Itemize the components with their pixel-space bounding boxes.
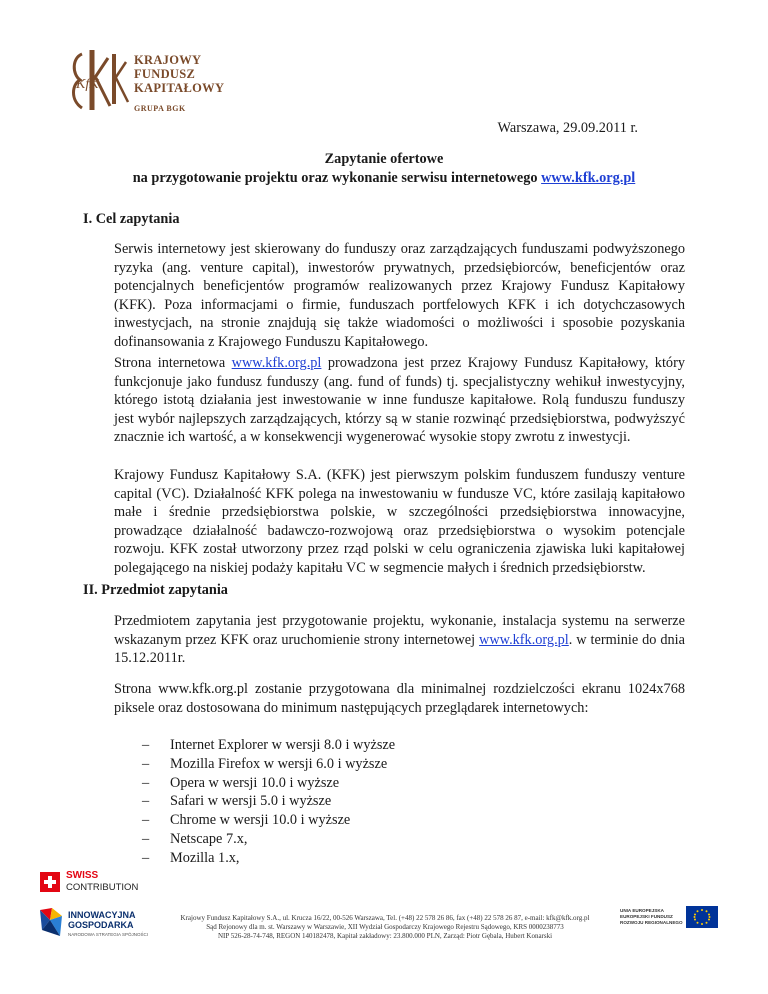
title-line-2 (60, 169, 708, 188)
browser-list (142, 736, 396, 868)
footer-line-1: Krajowy Fundusz Kapitałowy S.A., ul. Krucza 16/22, 00-526 Warszawa, Tel. (+48) 22 578 26 86, fax (+48) 22 578 26 87, e-mail: kfk@kfk.org.pl (180, 914, 590, 922)
swiss-line-1: SWISS (66, 870, 99, 881)
section-2-website-link[interactable]: www.kfk.org.pl (479, 631, 569, 648)
ig-line-3: NARODOWA STRATEGIA SPÓJNOŚCI (68, 932, 149, 937)
eu-flag-icon (686, 906, 718, 928)
eu-logo (620, 906, 720, 936)
section-2-p1-rest: . w terminie do dnia 15.12.2011r. (114, 631, 685, 667)
section-1-website-link[interactable]: www.kfk.org.pl (231, 355, 322, 371)
logo-line-3: KAPITAŁOWY (134, 81, 225, 95)
footer-company-info (165, 914, 605, 941)
section-1-paragraph-3: Krajowy Fundusz Kapitałowy S.A. (KFK) jest pierwszym polskim funduszem funduszy venture capital (VC). Działalność KFK polega na inwestowaniu w fundusze VC, które zasilają kapitałowo małe i średnie przedsiębiorstwa polskie, w szczególności przedsiębiorstwa innowacyjne, prowadzące działalność badawczo-rozwojową oraz przedsiębiorstwa o wysokim potencjale rozwoju. KFK został utworzony przez rząd polski w celu ograniczenia zjawiska luki kapitałowej polegającego na niskiej podaży kapitału VC w segmencie małych i średnich przedsiębiorstw. (114, 467, 685, 576)
section-2-p1-prefix: Przedmiotem zapytania jest przygotowanie projektu, wykonanie, instalacja systemu na serwerze wskazanym przez KFK oraz uruchomienie strony internetowej (114, 613, 685, 648)
footer-line-3: NIP 526-28-74-748, REGON 140182478, Kapitał zakładowy: 23.800.000 PLN, Zarząd: Piotr Gębala, Hubert Konarski (217, 932, 553, 940)
ig-emblem-icon (38, 906, 64, 940)
kfk-logo (68, 44, 228, 118)
eu-text (620, 908, 683, 926)
section-2-paragraph-1 (114, 612, 685, 668)
section-1-paragraph-1: Serwis internetowy jest skierowany do funduszy oraz zarządzających funduszami podwyższonego ryzyka (ang. venture capital), inwestorów prywatnych, przedsiębiorców, beneficjentów oraz potencjalnych beneficjentów programów realizowanych przez Krajowy Fundusz Kapitałowy (KFK). Poza informacjami o firmie, funduszach portfelowych KFK i ich dotychczasowych inwestycjach, na stronie znajdują się także wiadomości o możliwości i sposobie pozyskania dofinansowania z Krajowego Funduszu Kapitałowego. (114, 241, 685, 350)
swiss-line-2: CONTRIBUTION (66, 882, 139, 893)
innowacyjna-gospodarka-logo (38, 906, 168, 946)
ig-line-1: INNOWACYJNA (68, 910, 136, 920)
eu-line-2: EUROPEJSKI FUNDUSZ (620, 914, 673, 919)
title-line-1: Zapytanie ofertowe (324, 151, 444, 167)
title-line-2-text: na przygotowanie projektu oraz wykonanie serwisu internetowego (132, 169, 542, 186)
list-item: – Internet Explorer w wersji 8.0 i wyższe (142, 737, 396, 753)
list-item: – Safari w wersji 5.0 i wyższe (142, 793, 332, 810)
section-1-heading: I. Cel zapytania (83, 211, 180, 227)
logo-line-1: KRAJOWY (134, 53, 202, 67)
title-website-link[interactable]: www.kfk.org.pl (541, 169, 636, 186)
document-date: Warszawa, 29.09.2011 r. (497, 120, 638, 136)
list-item: – Mozilla Firefox w wersji 6.0 i wyższe (142, 755, 388, 772)
list-item: – Netscape 7.x, (142, 830, 248, 847)
document-title (60, 150, 708, 187)
logo-monogram-text: KfK (76, 77, 99, 92)
eu-line-3: ROZWOJU REGIONALNEGO (620, 920, 683, 925)
logo-line-2: FUNDUSZ (134, 67, 196, 81)
logo-group: GRUPA BGK (134, 104, 186, 113)
list-item: – Chrome w wersji 10.0 i wyższe (142, 812, 351, 829)
section-1-p2-rest: prowadzona jest przez Krajowy Fundusz Kapitałowy, który funkcjonuje jako fundusz funduszy (ang. fund of funds) tj. specjalistyczny wehikuł inwestycyjny, którego istotą działania jest inwestowanie w inne fundusze kapitałowe. Rolą funduszu funduszy jest wybór najlepszych zarządzających, którzy są w stanie rozwinąć przedsiębiorstwa, podwyższyć znacznie ich wartość, a w konsekwencji wygenerować wysokie stopy zwrotu z inwestycji. (114, 355, 685, 446)
section-2-heading: II. Przedmiot zapytania (83, 582, 228, 598)
kfk-monogram-icon (68, 44, 132, 118)
section-1-paragraph-2 (114, 354, 685, 447)
swiss-cross-icon (40, 872, 60, 892)
list-item: – Mozilla 1.x, (142, 849, 240, 866)
eu-line-1: UNIA EUROPEJSKA (620, 908, 664, 913)
section-1-p2-prefix: Strona internetowa (114, 355, 232, 371)
swiss-contribution-logo (40, 870, 140, 898)
ig-line-2: GOSPODARKA (68, 920, 134, 930)
list-item: – Opera w wersji 10.0 i wyższe (142, 774, 340, 791)
footer-line-2: Sąd Rejonowy dla m. st. Warszawy w Warszawie, XII Wydział Gospodarczy Krajowego Rejestru Sądowego, KRS 0000238773 (206, 923, 564, 931)
section-2-paragraph-2: Strona www.kfk.org.pl zostanie przygotowana dla minimalnej rozdzielczości ekranu 1024x768 piksele oraz dostosowana do minimum następujących przeglądarek internetowych: (114, 681, 685, 716)
